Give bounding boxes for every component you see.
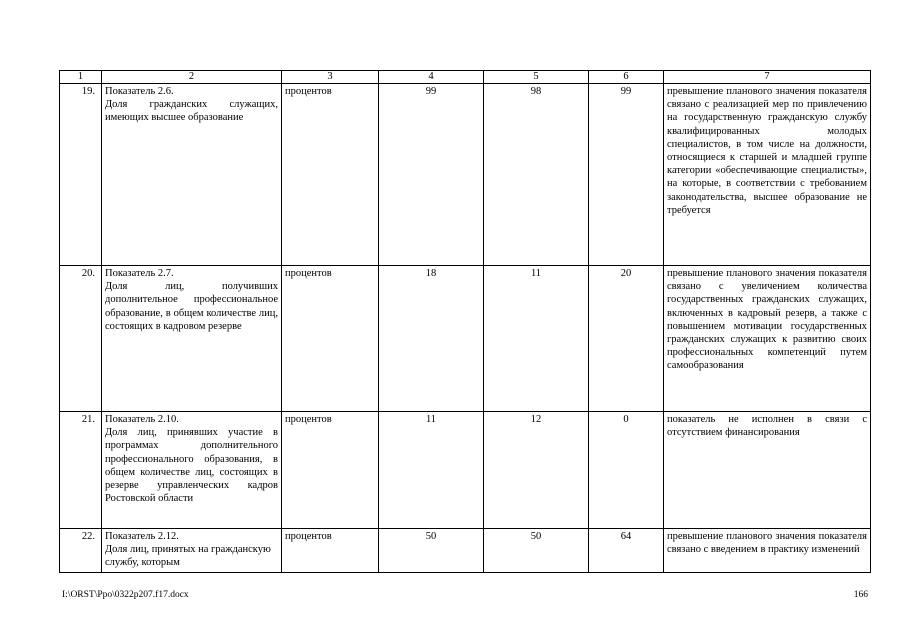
value-cell: 99: [589, 84, 664, 266]
indicator-title: Показатель 2.7.: [105, 268, 174, 279]
indicator-title: Показатель 2.10.: [105, 414, 179, 425]
unit-cell: процентов: [282, 266, 379, 412]
footer-file-path: I:\ORST\Ppo\0322p207.f17.docx: [62, 590, 189, 600]
row-number: 20.: [60, 266, 102, 412]
row-number: 21.: [60, 412, 102, 529]
unit-cell: процентов: [282, 412, 379, 529]
value-cell: 20: [589, 266, 664, 412]
indicator-cell: [102, 412, 282, 529]
indicator-description: Доля лиц, принятых на гражданскую службу, которым: [105, 544, 271, 569]
column-number-cell: 3: [282, 71, 379, 84]
indicator-cell: [102, 529, 282, 573]
row-number: 22.: [60, 529, 102, 573]
comment-cell: превышение планового значения показателя связано с введением в практику изменений: [664, 529, 871, 573]
value-cell: 0: [589, 412, 664, 529]
value-cell: 18: [379, 266, 484, 412]
comment-cell: показатель не исполнен в связи с отсутствием финансирования: [664, 412, 871, 529]
page-number: 166: [853, 590, 868, 600]
table-header-row: [60, 71, 871, 84]
comment-cell: превышение планового значения показателя связано с реализацией мер по привлечению на государственную гражданскую службу квалифицированных молодых специалистов, в том числе на должности, относящиеся к старшей и младшей группе категории «обеспечивающие специалисты», на которые, в соответствии с требованием законодательства, высшее образование не требуется: [664, 84, 871, 266]
column-number-cell: 7: [664, 71, 871, 84]
table-row: [60, 266, 871, 412]
unit-cell: процентов: [282, 529, 379, 573]
value-cell: 11: [484, 266, 589, 412]
indicator-title: Показатель 2.12.: [105, 531, 179, 542]
column-number-cell: 2: [102, 71, 282, 84]
column-number-cell: 4: [379, 71, 484, 84]
indicator-cell: [102, 266, 282, 412]
row-number: 19.: [60, 84, 102, 266]
value-cell: 50: [379, 529, 484, 573]
column-number-cell: 6: [589, 71, 664, 84]
table-row: [60, 412, 871, 529]
indicator-description: Доля лиц, принявших участие в программах дополнительного профессионального образования, в общем количестве лиц, состоящих в резерве управленческих кадров Ростовской области: [105, 427, 278, 505]
table-row: [60, 84, 871, 266]
indicator-description: Доля лиц, получивших дополнительное профессиональное образование, в общем количестве лиц, состоящих в кадровом резерве: [105, 281, 278, 332]
indicator-cell: [102, 84, 282, 266]
value-cell: 98: [484, 84, 589, 266]
value-cell: 99: [379, 84, 484, 266]
value-cell: 11: [379, 412, 484, 529]
comment-cell: превышение планового значения показателя связано с увеличением количества государственных гражданских служащих, включенных в кадровый резерв, а также с повышением мотивации государственных гражданских служащих к развитию своих профессиональных компетенций путем самообразования: [664, 266, 871, 412]
indicator-title: Показатель 2.6.: [105, 86, 174, 97]
indicator-description: Доля гражданских служащих, имеющих высшее образование: [105, 99, 278, 124]
report-table: [59, 70, 871, 573]
table-row: [60, 529, 871, 573]
value-cell: 12: [484, 412, 589, 529]
value-cell: 64: [589, 529, 664, 573]
unit-cell: процентов: [282, 84, 379, 266]
column-number-cell: 1: [60, 71, 102, 84]
value-cell: 50: [484, 529, 589, 573]
column-number-cell: 5: [484, 71, 589, 84]
